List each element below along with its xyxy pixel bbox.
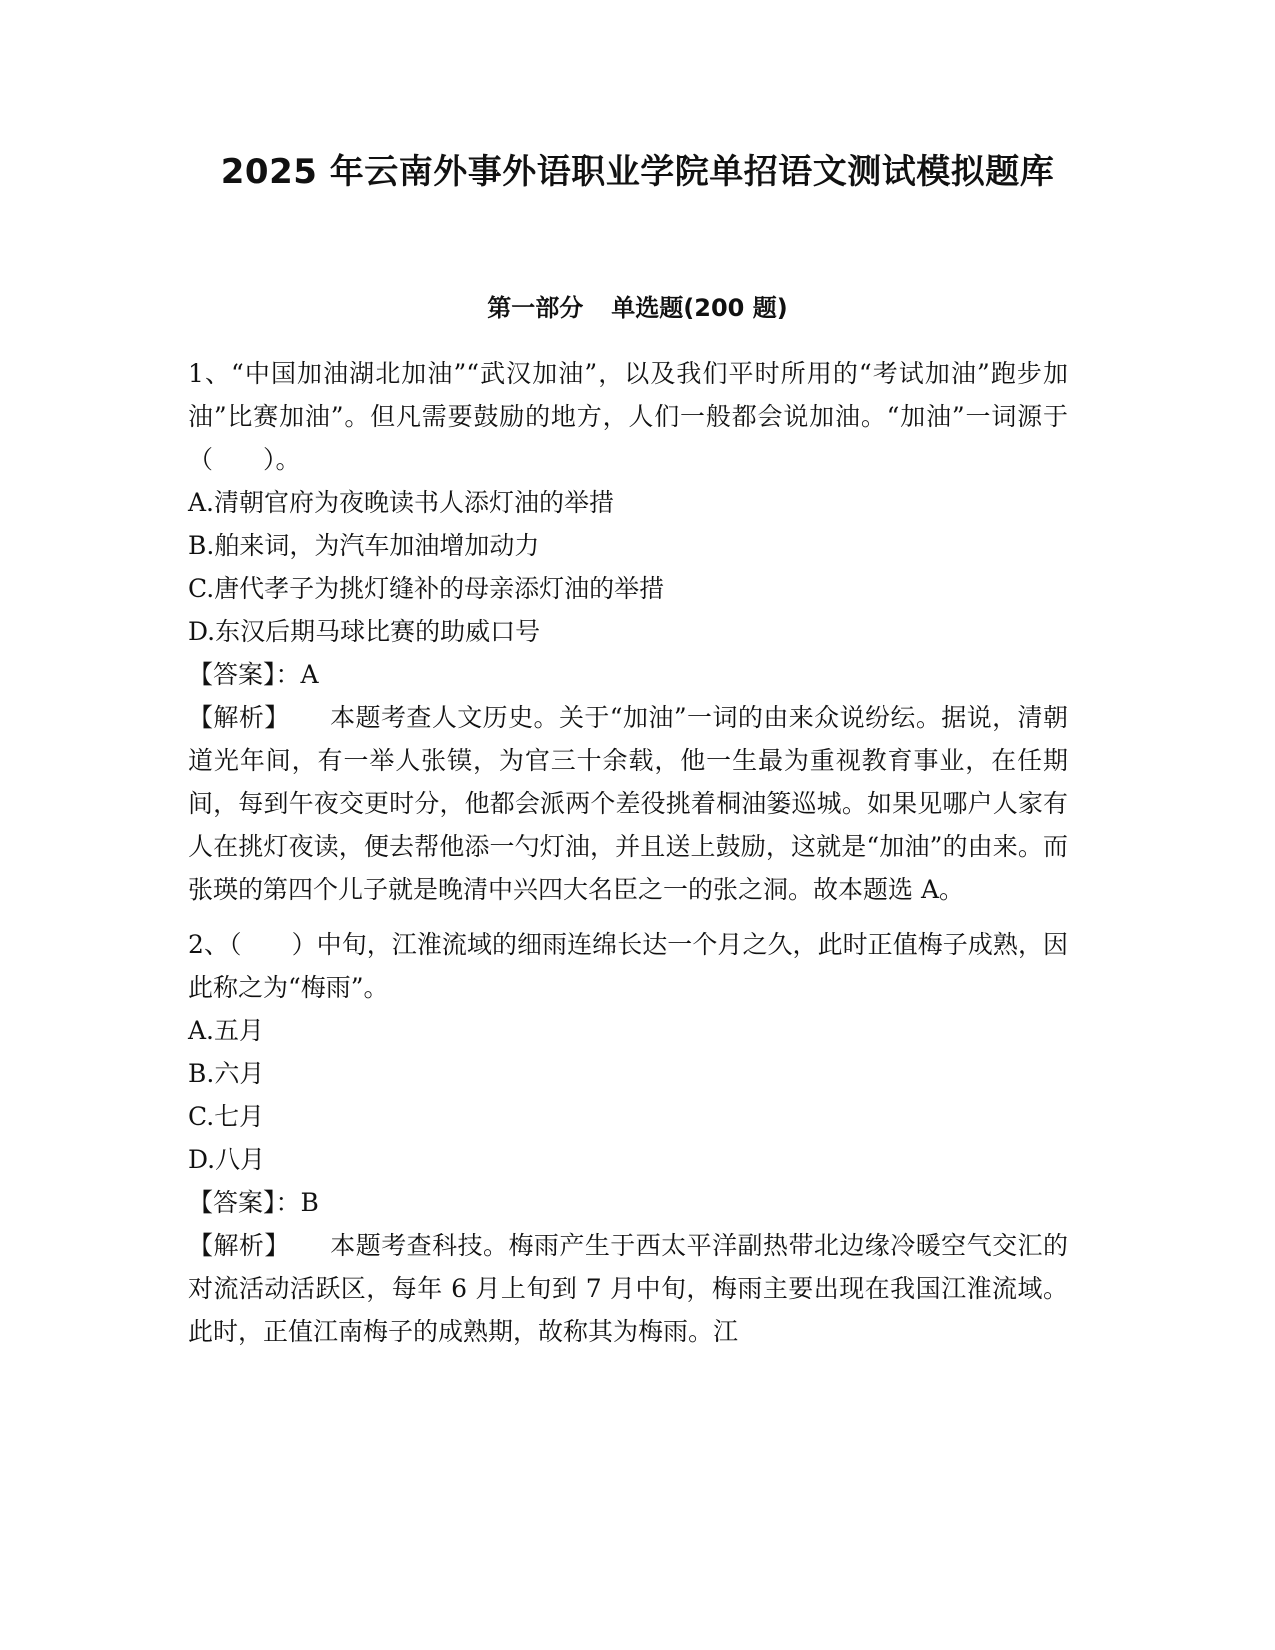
analysis-paragraph: [188, 696, 1068, 911]
question-stem: 1、“中国加油湖北加油”“武汉加油”，以及我们平时所用的“考试加油”跑步加油”比赛加油”。但凡需要鼓励的地方，人们一般都会说加油。“加油”一词源于（ ）。: [188, 359, 1068, 474]
answer-value: A: [300, 660, 319, 689]
answer-line: [188, 1181, 1068, 1224]
option-c: C.七月: [188, 1102, 265, 1131]
option-b: B.六月: [188, 1059, 265, 1088]
option-a: A.清朝官府为夜晚读书人添灯油的举措: [188, 488, 615, 517]
option-b: B.舶来词，为汽车加油增加动力: [188, 531, 540, 560]
option-c: C.唐代孝子为挑灯缝补的母亲添灯油的举措: [188, 574, 665, 603]
question-stem: 2、（ ）中旬，江淮流域的细雨连绵长达一个月之久，此时正值梅子成熟，因此称之为“梅雨”。: [188, 930, 1068, 1002]
question-list: [188, 352, 1068, 1365]
analysis-text: 本题考查人文历史。关于“加油”一词的由来众说纷纭。据说，清朝道光年间，有一举人张镆，为官三十余载，他一生最为重视教育事业，在任期间，每到午夜交更时分，他都会派两个差役挑着桐油篓巡城。如果见哪户人家有人在挑灯夜读，便去帮他添一勺灯油，并且送上鼓励，这就是“加油”的由来。而张瑛的第四个儿子就是晚清中兴四大名臣之一的张之洞。故本题选 A。: [188, 703, 1068, 904]
section-heading: [0, 291, 1275, 325]
section-part: 第一部分: [487, 294, 584, 322]
option-d: D.八月: [188, 1145, 266, 1174]
analysis-label: 【解析】: [188, 1231, 290, 1260]
answer-label: 【答案】：: [188, 660, 301, 689]
option-d: D.东汉后期马球比赛的助威口号: [188, 617, 541, 646]
question-2: [188, 923, 1068, 1353]
section-name: 单选题(200 题): [611, 294, 788, 322]
analysis-label: 【解析】: [188, 703, 290, 732]
answer-label: 【答案】：: [188, 1188, 301, 1217]
answer-value: B: [300, 1188, 319, 1217]
page-title: 2025 年云南外事外语职业学院单招语文测试模拟题库: [220, 152, 1055, 192]
answer-line: [188, 653, 1068, 696]
option-a: A.五月: [188, 1016, 265, 1045]
analysis-paragraph: [188, 1224, 1068, 1353]
analysis-text: 本题考查科技。梅雨产生于西太平洋副热带北边缘冷暖空气交汇的对流活动活跃区，每年 6 月上旬到 7 月中旬，梅雨主要出现在我国江淮流域。此时，正值江南梅子的成熟期，故称其为梅雨。江: [188, 1231, 1068, 1346]
question-1: [188, 352, 1068, 911]
